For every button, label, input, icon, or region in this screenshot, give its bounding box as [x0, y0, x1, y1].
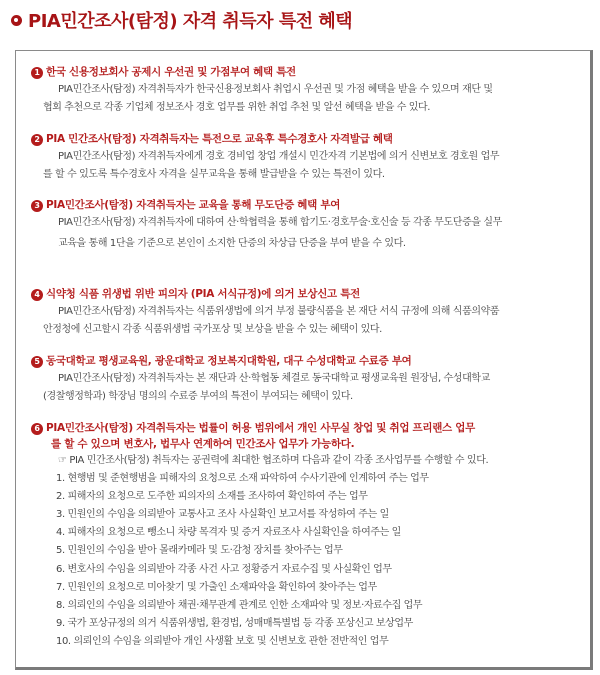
section-1-line-1: PIA민간조사(탐정) 자격취득자가 한국신용정보회사 취업시 우선권 및 가점 혜택을 받을 수 있으며 재단 및: [58, 84, 493, 95]
section-6-title: [31, 421, 571, 435]
number-1-icon: 1: [31, 67, 43, 79]
section-3-line-1: PIA민간조사(탐정) 자격취득자에 대하여 산·학협력을 통해 합기도·경호무술·호신술 등 각종 무도단증을 실무: [58, 217, 502, 228]
list-item: 10. 의뢰인의 수임을 의뢰받아 개인 사생활 보호 및 신변보호 관한 전반적인 업무: [56, 636, 389, 648]
section-2-title: [31, 132, 571, 146]
section-1-title: [31, 65, 571, 79]
section-2-title-text: PIA 민간조사(탐정) 자격취득자는 특전으로 교육후 특수경호사 자격발급 혜택: [46, 133, 393, 145]
section-6: [31, 421, 571, 652]
number-3-icon: 3: [31, 200, 43, 212]
section-6-intro: ☞ PIA 민간조사(탐정) 취득자는 공권력에 최대한 협조하며 다음과 같이 각종 조사업무를 수행할 수 있다.: [58, 455, 489, 466]
section-1-title-text: 한국 신용정보회사 공제시 우선권 및 가점부여 혜택 특전: [46, 66, 296, 78]
number-2-icon: 2: [31, 134, 43, 146]
list-item: 9. 국가 포상규정의 의거 식품위생법, 환경법, 성매매특별법 등 각종 포상신고 보상업무: [56, 618, 413, 630]
list-item: 7. 민원인의 요청으로 미아찾기 및 가출인 소재파악을 확인하여 찾아주는 업무: [56, 581, 377, 593]
section-5: [31, 354, 571, 405]
section-2: [31, 132, 571, 183]
section-2-line-1: PIA민간조사(탐정) 자격취득자에게 경호 경비업 창업 개설시 민간자격 기본법에 의거 신변보호 경호원 업무: [58, 151, 500, 162]
list-item: 8. 의뢰인의 수임을 의뢰받아 채권·채무관계 관계로 인한 소재파악 및 정보·자료수집 업무: [56, 599, 423, 611]
list-item: 5. 민원인의 수임을 받아 몰래카메라 및 도·감청 장치를 찾아주는 업무: [56, 545, 343, 557]
section-6-title-text: PIA민간조사(탐정) 자격취득자는 법률이 허용 범위에서 개인 사무실 창업 및 취업 프리랜스 업무: [46, 422, 475, 434]
section-5-line-1: PIA민간조사(탐정) 자격취득자는 본 재단과 산·학협동 체결로 동국대학교 평생교육원 원장님, 수성대학교: [58, 373, 490, 384]
section-4-title-text: 식약청 식품 위생법 위반 피의자 (PIA 서식규정)에 의거 보상신고 특전: [46, 288, 360, 300]
list-item: 6. 변호사의 수임을 의뢰받아 각종 사건 사고 정황증거 자료수집 및 사실확인 업무: [56, 563, 392, 575]
section-3-title-text: PIA민간조사(탐정) 자격취득자는 교육을 통해 무도단증 혜택 부여: [46, 199, 341, 211]
section-1-line-2: 협회 추천으로 각종 기업체 정보조사 경호 업무를 위한 취업 추천 및 알선 혜택을 받을 수 있다.: [43, 101, 431, 113]
section-6-title-line-2: 를 할 수 있으며 변호사, 법무사 연계하여 민간조사 업무가 가능하다.: [51, 438, 355, 450]
page-header: [0, 0, 600, 40]
page-title: PIA민간조사(탐정) 자격 취득자 특전 혜택: [28, 11, 353, 32]
section-4-line-1: PIA민간조사(탐정) 자격취득자는 식품위생법에 의거 부정 불량식품을 본 재단 서식 규정에 의해 식품의약품: [58, 306, 500, 317]
circle-bullet-icon: [11, 15, 22, 26]
section-2-line-2: 를 할 수 있도록 특수경호사 자격을 실무교육을 통해 발급받을 수 있는 특전이 있다.: [43, 168, 385, 180]
number-6-icon: 6: [31, 423, 43, 435]
section-4-title: [31, 287, 571, 301]
number-5-icon: 5: [31, 356, 43, 368]
section-5-title: [31, 354, 571, 368]
section-1: [31, 65, 571, 116]
section-4-line-2: 안정청에 신고할시 각종 식품위생법 국가포상 및 보상을 받을 수 있는 혜택이 있다.: [43, 323, 382, 335]
number-4-icon: 4: [31, 289, 43, 301]
section-5-title-text: 동국대학교 평생교육원, 광운대학교 정보복지대학원, 대구 수성대학교 수료증 부여: [46, 355, 412, 367]
section-5-line-2: (경찰행정학과) 학장님 명의의 수료증 부여의 특전이 부여되는 혜택이 있다.: [43, 390, 353, 402]
section-4: [31, 287, 571, 338]
list-item: 4. 피해자의 요청으로 뺑소니 차량 목격자 및 증거 자료조사 사실확인을 하여주는 일: [56, 527, 401, 539]
list-item: 1. 현행범 및 준현행범을 피해자의 요청으로 소재 파악하여 수사기관에 인계하여 주는 업무: [56, 472, 429, 484]
section-3-title: [31, 198, 571, 212]
section-3-line-2: 교육을 통해 1단을 기준으로 본인이 소지한 단증의 차상급 단증을 부여 받을 수 있다.: [58, 237, 406, 249]
benefits-box: [15, 50, 593, 670]
list-item: 3. 민원인의 수임을 의뢰받아 교통사고 조사 사실확인 보고서를 작성하여 주는 일: [56, 508, 389, 520]
list-item: 2. 피해자의 요청으로 도주한 피의자의 소재를 조사하여 확인하여 주는 업무: [56, 490, 368, 502]
section-3: [31, 198, 571, 252]
